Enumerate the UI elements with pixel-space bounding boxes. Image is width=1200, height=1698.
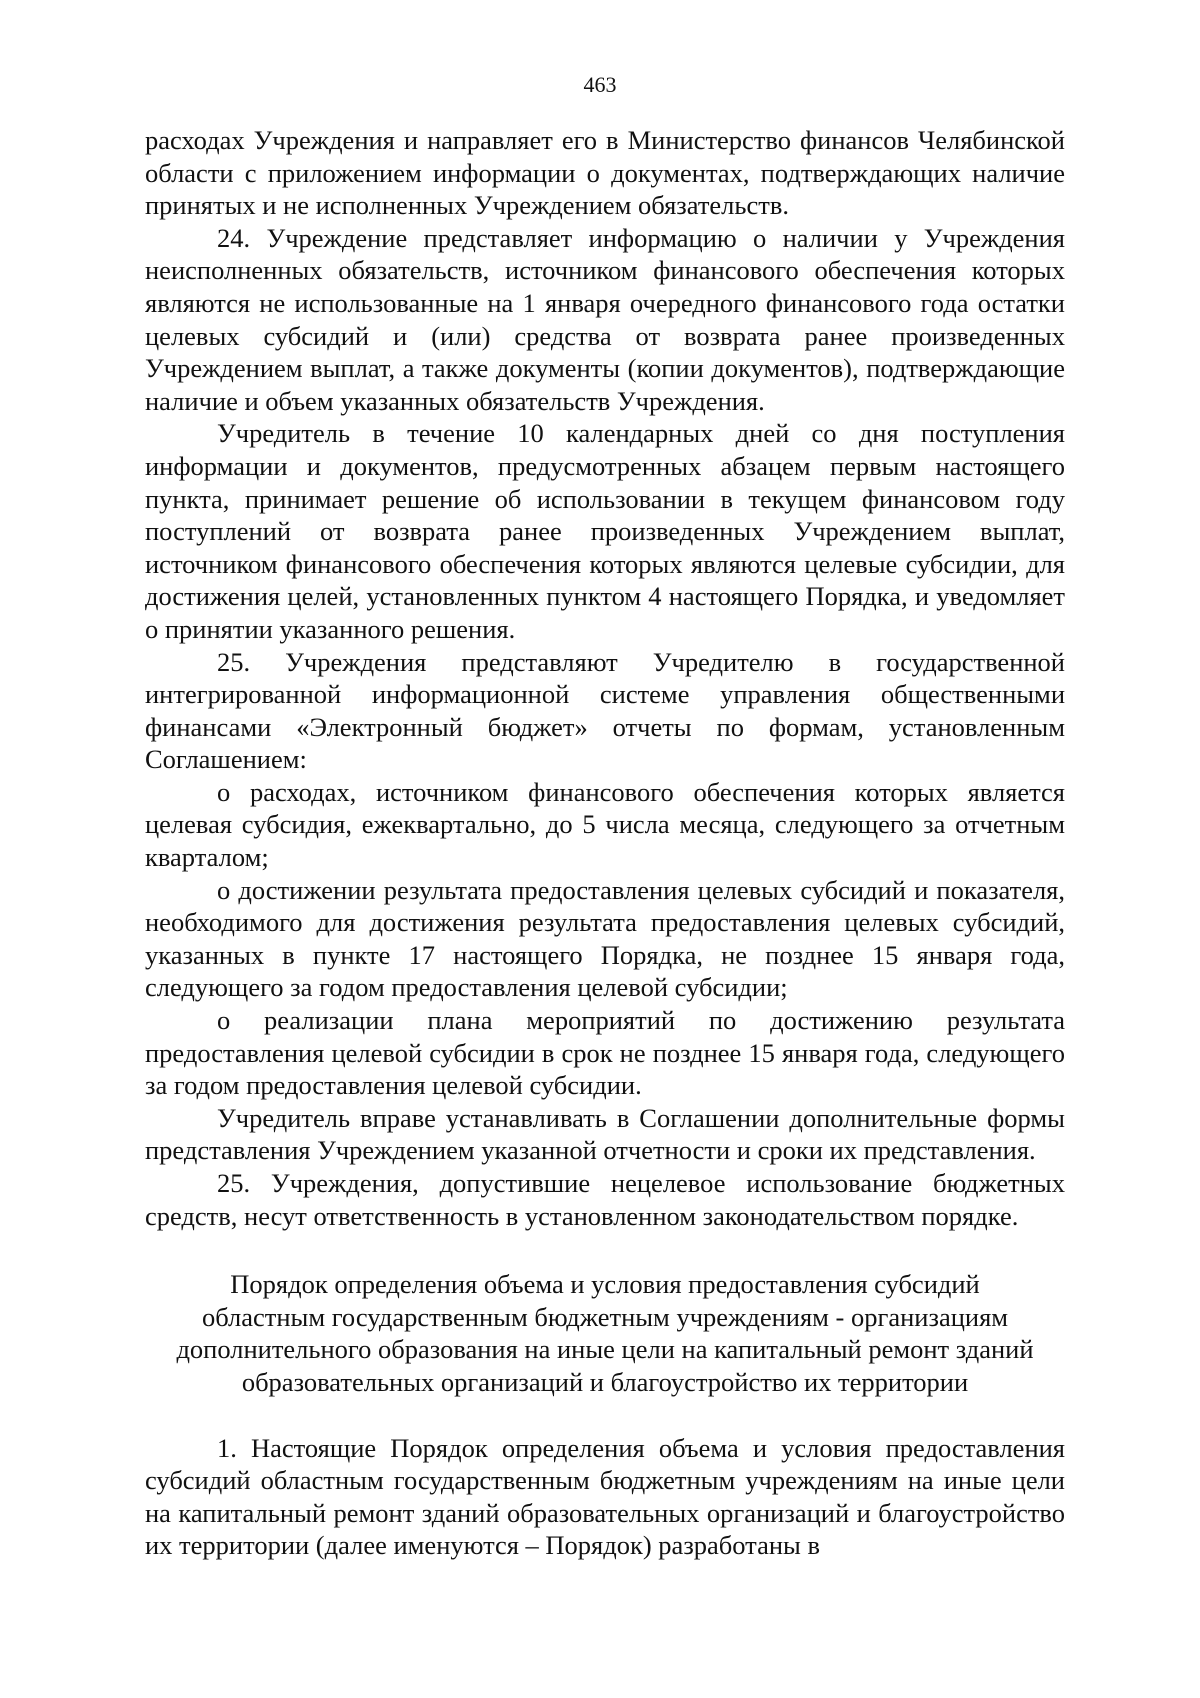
paragraph: 25. Учреждения представляют Учредителю в государственной интегрированной информационной системе управления общественными финансами «Электронный бюджет» отчеты по формам, установленным Соглашением: bbox=[145, 646, 1065, 775]
paragraph: о расходах, источником финансового обеспечения которых является целевая субсидия, ежеквартально, до 5 числа месяца, следующего за отчетным кварталом; bbox=[145, 776, 1065, 873]
paragraph: Учредитель вправе устанавливать в Соглашении дополнительные формы представления Учреждением указанной отчетности и сроки их представления. bbox=[145, 1102, 1065, 1166]
heading-line: областным государственным бюджетным учреждениям - организациям bbox=[201, 1301, 1009, 1332]
section-heading bbox=[145, 1268, 1065, 1398]
page-number: 463 bbox=[583, 72, 617, 97]
paragraph: о достижении результата предоставления целевых субсидий и показателя, необходимого для достижения результата предоставления целевых субсидий, указанных в пункте 17 настоящего Порядка, не позднее 15 января года, следующего за годом предоставления целевой субсидии; bbox=[145, 874, 1065, 1003]
paragraph: о реализации плана мероприятий по достижению результата предоставления целевой субсидии в срок не позднее 15 января года, следующего за годом предоставления целевой субсидии. bbox=[145, 1005, 1065, 1101]
paragraph: 1. Настоящие Порядок определения объема и условия предоставления субсидий областным государственным бюджетным учреждениям на иные цели на капитальный ремонт зданий образовательных организаций и благоустройство их территории (далее именуются – Порядок) разработаны в bbox=[145, 1432, 1065, 1561]
paragraph: 25. Учреждения, допустившие нецелевое использование бюджетных средств, несут ответственность в установленном законодательством порядке. bbox=[145, 1168, 1065, 1231]
heading-line: образовательных организаций и благоустройство их территории bbox=[241, 1366, 969, 1397]
heading-line: дополнительного образования на иные цели на капитальный ремонт зданий bbox=[176, 1334, 1034, 1365]
paragraph: расходах Учреждения и направляет его в Министерство финансов Челябинской области с приложением информации о документах, подтверждающих наличие принятых и не исполненных Учреждением обязательств. bbox=[145, 125, 1065, 221]
heading-line: Порядок определения объема и условия предоставления субсидий bbox=[230, 1269, 980, 1300]
paragraph: 24. Учреждение представляет информацию о наличии у Учреждения неисполненных обязательств, источником финансового обеспечения которых являются не использованные на 1 января очередного финансового года остатки целевых субсидий и (или) средства от возврата ранее произведенных Учреждением выплат, а также документы (копии документов), подтверждающие наличие и объем указанных обязательств Учреждения. bbox=[145, 222, 1065, 416]
paragraph: Учредитель в течение 10 календарных дней со дня поступления информации и документов, предусмотренных абзацем первым настоящего пункта, принимает решение об использовании в текущем финансовом году поступлений от возврата ранее произведенных Учреждением выплат, источником финансового обеспечения которых являются целевые субсидии, для достижения целей, установленных пунктом 4 настоящего Порядка, и уведомляет о принятии указанного решения. bbox=[145, 418, 1065, 644]
document-body bbox=[145, 124, 1065, 1562]
